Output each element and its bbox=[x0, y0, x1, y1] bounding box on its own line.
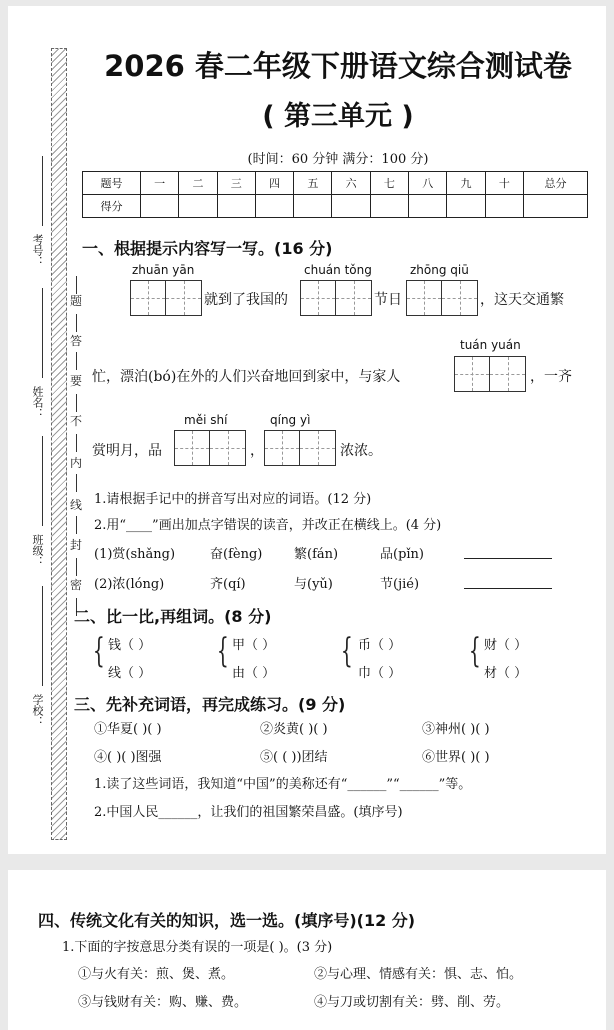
option-item[interactable]: ③与钱财有关：购、赚、费。 bbox=[78, 995, 248, 1010]
binding-warning-char: 要 bbox=[70, 374, 83, 388]
class-line bbox=[42, 436, 43, 526]
brace: { bbox=[468, 631, 481, 671]
idiom-item: ⑥世界( )( ) bbox=[422, 750, 490, 765]
score-header-cell: 七 bbox=[370, 172, 408, 195]
passage-text: 节日 bbox=[374, 292, 402, 308]
reading-item: 节(jié) bbox=[380, 577, 420, 592]
score-cell[interactable] bbox=[294, 195, 332, 218]
score-cell[interactable] bbox=[447, 195, 485, 218]
writing-grid[interactable] bbox=[264, 430, 336, 466]
score-cell[interactable] bbox=[524, 195, 588, 218]
pinyin-label: zhuān yān bbox=[132, 263, 195, 277]
passage-text: ，一齐 bbox=[530, 369, 572, 385]
score-header-cell: 总分 bbox=[524, 172, 588, 195]
option-item[interactable]: ②与心理、情感有关：惧、志、怕。 bbox=[314, 967, 523, 982]
exam-meta: (时间：60 分钟 满分：100 分) bbox=[247, 152, 429, 167]
name-line bbox=[42, 288, 43, 378]
writing-grid[interactable] bbox=[130, 280, 202, 316]
option-item[interactable]: ①与火有关：煎、煲、煮。 bbox=[78, 967, 235, 982]
score-row-label: 得分 bbox=[83, 195, 141, 218]
compare-item: 线（ ） bbox=[108, 666, 152, 681]
pinyin-label: tuán yuán bbox=[460, 338, 521, 352]
score-cell[interactable] bbox=[141, 195, 179, 218]
compare-item: 币（ ） bbox=[358, 638, 402, 653]
binding-strip bbox=[51, 48, 67, 840]
reading-item: 齐(qí) bbox=[210, 577, 246, 592]
score-header-cell: 一 bbox=[141, 172, 179, 195]
binding-warning-char: 封 bbox=[70, 538, 83, 552]
reading-item: 与(yǔ) bbox=[294, 577, 333, 592]
exam-number-label: 考号： bbox=[31, 234, 44, 267]
score-header-cell: 四 bbox=[255, 172, 293, 195]
reading-item: (2)浓(lóng) bbox=[94, 577, 165, 592]
score-header-cell: 九 bbox=[447, 172, 485, 195]
pinyin-label: chuán tǒng bbox=[304, 263, 372, 277]
binding-warning-char: 不 bbox=[70, 414, 83, 428]
idiom-item: ⑤( ( ))团结 bbox=[260, 750, 328, 765]
score-header-cell: 题号 bbox=[83, 172, 141, 195]
score-cell[interactable] bbox=[409, 195, 447, 218]
score-cell[interactable] bbox=[179, 195, 217, 218]
question-text: 1.读了这些词语，我知道“中国”的美称还有“______”“______”等。 bbox=[94, 777, 472, 792]
idiom-item: ①华夏( )( ) bbox=[94, 722, 162, 737]
exam-page-2 bbox=[8, 870, 606, 1030]
passage-text: ， bbox=[250, 443, 264, 459]
binding-warning-char: 题 bbox=[70, 294, 83, 308]
name-label: 姓名： bbox=[31, 386, 44, 419]
pinyin-label: zhōng qiū bbox=[410, 263, 469, 277]
answer-line[interactable] bbox=[464, 588, 552, 589]
score-cell[interactable] bbox=[217, 195, 255, 218]
binding-warning-char: 线 bbox=[70, 498, 83, 512]
score-cell[interactable] bbox=[332, 195, 370, 218]
idiom-item: ②炎黄( )( ) bbox=[260, 722, 328, 737]
answer-line[interactable] bbox=[464, 558, 552, 559]
reading-item: 奋(fèng) bbox=[210, 547, 263, 562]
writing-grid[interactable] bbox=[174, 430, 246, 466]
compare-item: 材（ ） bbox=[484, 666, 528, 681]
score-header-cell: 八 bbox=[409, 172, 447, 195]
score-cell[interactable] bbox=[485, 195, 523, 218]
idiom-item: ④( )( )图强 bbox=[94, 750, 162, 765]
passage-text: 就到了我国的 bbox=[204, 292, 288, 308]
passage-text: ，这天交通繁 bbox=[480, 292, 564, 308]
binding-warning-char: 答 bbox=[70, 334, 83, 348]
passage-text: 浓浓。 bbox=[340, 443, 382, 459]
score-header-cell: 三 bbox=[217, 172, 255, 195]
section-2-title: 二、比一比,再组词。(8 分) bbox=[74, 607, 272, 626]
school-label: 学校： bbox=[31, 694, 44, 727]
writing-grid[interactable] bbox=[300, 280, 372, 316]
option-item[interactable]: ④与刀或切割有关：劈、削、劳。 bbox=[314, 995, 510, 1010]
binding-warning-char: 内 bbox=[70, 456, 83, 470]
class-label: 班级： bbox=[31, 534, 44, 567]
brace: { bbox=[92, 631, 105, 671]
score-cell[interactable] bbox=[255, 195, 293, 218]
score-cell[interactable] bbox=[370, 195, 408, 218]
reading-item: 繁(fán) bbox=[294, 547, 339, 562]
compare-item: 财（ ） bbox=[484, 638, 528, 653]
compare-item: 巾（ ） bbox=[358, 666, 402, 681]
question-text: 2.用“____”画出加点字错误的读音，并改正在横线上。(4 分) bbox=[94, 518, 442, 533]
pinyin-label: qíng yì bbox=[270, 413, 311, 427]
writing-grid[interactable] bbox=[454, 356, 526, 392]
pinyin-label: měi shí bbox=[184, 413, 228, 427]
section-3-title: 三、先补充词语，再完成练习。(9 分) bbox=[74, 695, 346, 714]
page-title: 2026 春二年级下册语文综合测试卷 bbox=[104, 49, 572, 83]
school-line bbox=[42, 586, 43, 686]
reading-item: 品(pǐn) bbox=[380, 547, 424, 562]
compare-item: 甲（ ） bbox=[232, 638, 276, 653]
question-text: 1.请根据手记中的拼音写出对应的词语。(12 分) bbox=[94, 492, 372, 507]
compare-item: 钱（ ） bbox=[108, 638, 152, 653]
writing-grid[interactable] bbox=[406, 280, 478, 316]
score-header-cell: 二 bbox=[179, 172, 217, 195]
brace: { bbox=[340, 631, 353, 671]
score-header-cell: 十 bbox=[485, 172, 523, 195]
binding-warning-char: 密 bbox=[70, 578, 83, 592]
section-4-title: 四、传统文化有关的知识，选一选。(填序号)(12 分) bbox=[38, 911, 416, 930]
score-header-cell: 五 bbox=[294, 172, 332, 195]
exam-number-line bbox=[42, 156, 43, 226]
score-table-row bbox=[83, 195, 588, 218]
score-table-header-row bbox=[83, 172, 588, 195]
compare-item: 由（ ） bbox=[232, 666, 276, 681]
exam-page-1 bbox=[8, 6, 606, 854]
brace: { bbox=[216, 631, 229, 671]
section-1-title: 一、根据提示内容写一写。(16 分) bbox=[82, 239, 333, 258]
score-header-cell: 六 bbox=[332, 172, 370, 195]
question-text: 1.下面的字按意思分类有误的一项是( )。(3 分) bbox=[62, 940, 333, 955]
passage-text: 忙，漂泊(bó)在外的人们兴奋地回到家中，与家人 bbox=[92, 369, 401, 385]
reading-item: (1)赏(shǎng) bbox=[94, 547, 176, 562]
page-subtitle: ( 第三单元 ) bbox=[262, 101, 414, 132]
idiom-item: ③神州( )( ) bbox=[422, 722, 490, 737]
passage-text: 赏明月，品 bbox=[92, 443, 162, 459]
question-text: 2.中国人民______，让我们的祖国繁荣昌盛。(填序号) bbox=[94, 805, 403, 820]
score-table bbox=[82, 171, 588, 218]
